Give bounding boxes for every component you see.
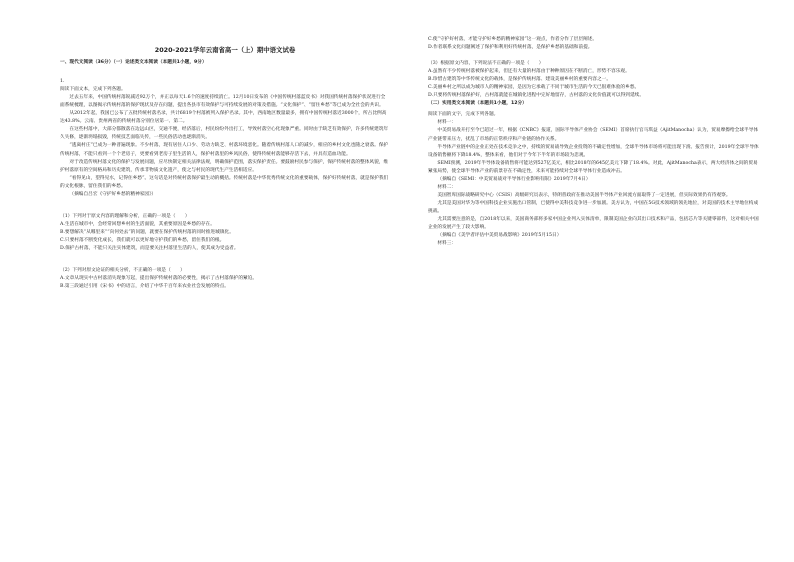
article-source: （摘编自吕宏《守护好乡愁的精神家园》）	[69, 191, 157, 197]
option-a: A.文章从现实中古村落消失现象写起，提出保护传统村落的必要性，揭示了古村落保护的紧迫。	[60, 276, 258, 282]
option-b: B.要想解决“从哪里来”“向何处去”的问题，就要在保护传统村落的同时推进城镇化。	[60, 229, 234, 235]
article-paragraph: “看得见山，望得见水，记得住乡愁”。这句话是对传统村落保护最生动的概括。传统村落是中华优秀传统文化的重要载体，保护好传统村落，就是保护我们的文化根脉，留住我们的乡愁。	[60, 175, 389, 189]
question-number: 1.	[60, 79, 65, 85]
material-paragraph: SEMI预测，2019年半导体设备销售将可能达到527亿美元，相比2018年的645亿美元下降了18.4%。对此，AjitManocha表示，两大经济体之间的贸易紧张局势，使全球半导体产业的前景存在不确定性，未来可能持续对全球半导体行业造成冲击。	[428, 160, 758, 174]
question-stem: （3）根据原文内容，下列说法不正确的一项是（ ）	[428, 61, 544, 67]
option-b: B.第三段通过引用《宋书》中的语言，介绍了中华千百年来农业社会发展的特点。	[60, 284, 229, 290]
article-paragraph: “逃离村庄”已成为一种普遍现象。不少村落，现有居住人口少、劳动力缺乏、村落环境恶化。随着传统村落人口的减少，相应的乡村文化也随之衰落。保护传统村落，不能只看到一个个老房子，更要看到老房子里生活的人，保护村落里的乡风民俗，使得传统村落能够存活下去，并具有造血功能。	[60, 143, 389, 157]
material-label: 材料一：	[437, 120, 457, 126]
option-b: B.珍惜古建筑等中华传统文化的载体，是保护传统村落、建设美丽乡村的重要内容之一。	[428, 77, 612, 83]
material-paragraph: 尤其需要注意的是，自2018年以来，美国商务部将多家中国企业列入实体清单，限制美国企业向其出口技术和产品，包括芯片等关键零部件，这对相关中国企业的发展产生了较大影响。	[428, 216, 759, 231]
material-label: 材料二：	[437, 184, 457, 190]
option-a: A.生活在城市中，会经常回想乡村的生活面貌，其重要原因是乡愁的存在。	[60, 221, 215, 227]
reading-instruction: 阅读下面文本，完成下列各题。	[60, 87, 126, 93]
option-c: C.使“守护好村落，才能守护好乡愁的精神家园”这一观点，作者分作了层层阐述。	[428, 37, 598, 42]
article-paragraph: 对于改造传统村落文化的保护与发展问题，应尽快制定相关法律法规，明确保护范围，落实保护责任。要鼓励村民参与保护，保护传统村落的整体风貌，维护村落原有的空间格局和历史建筑，传承非物质文化遗产，使之与村民的现代生产生活相适应。	[60, 159, 389, 173]
question-stem: （2）下列对原文论证的相关分析，不正确的一项是（ ）	[60, 268, 185, 274]
material-paragraph: 中美贸易战开打至今已超过一年，根据《CNBC》报道，国际半导体产业协会（SEMI）首席执行官马琪益（AjitManocha）认为，贸易摩擦给全球半导体产业链带来压力，扰乱了市场的正常秩序和产业链的协作关系。	[428, 128, 759, 142]
material-paragraph: 半导体产业链中的企业正处在技术竞争之中，持续的贸易战导致企业投资的不确定性增加，全球半导体市场将可能出现下滑。报告预计，2019年全球半导体设备销售额将下降18.4%，整体来看，他们对于今年下半年的市场较为悲观。	[428, 144, 759, 158]
option-c: C.只要村落不断变化成长，我们就可以更好地守护我们的乡愁，留住我们的根。	[60, 237, 225, 243]
material-source: （摘编自《美学者评估中美贸易战影响》2019年5月15日）	[437, 233, 562, 239]
article-paragraph: 过去五年来，中国传统村落锐减近92万个，并正以每天1.6个的速度持续消亡。12月10日发布的《中国传统村落蓝皮书》对我国传统村落保护状况进行全面系统梳理，以图揭示传统村落的保护现状及存在问题，提出各县市有效保护与可持续发展的对策及措施。“文化保护”、“留住乡愁”等已成为全社会的共识。	[60, 95, 386, 109]
article-paragraph: 从2012年起，我国已公布了五批传统村落名录，共计6819个村落被列入保护名录。其中，西南地区数量最多，拥有中国传统村落近3000个，所占比例高达43.8%。云南、贵州两省的传统村落分别位居第一、第二。	[60, 111, 387, 125]
option-d: D.作者联系文化问题阐述了保护和利用好传统村落，是保护乡愁的基础和前提。	[428, 45, 593, 51]
article-paragraph: 在这些村落中，大部分都散落在边远山区，交通不便，经济落后，村民纷纷外出打工，导致村落空心化现象严重。同时由于缺乏有效保护，许多传统建筑年久失修，逐渐坍塌损毁，传统技艺面临失传，一些民俗活动也逐渐消失。	[60, 127, 389, 141]
reading-instruction: 阅读下面的文字，完成下列各题。	[428, 112, 499, 118]
right-column	[428, 36, 762, 248]
material-label: 材料三：	[437, 241, 457, 247]
option-d: D.只要将传统村落保护好，古村落就能在城镇化进程中完好地留存，古村落的文化价值就可以得到延续。	[428, 93, 645, 99]
option-c: C.美丽乡村之所以成为城市人的精神家园，是因为它承载了不同于城市生活的今天已很难体验的乡愁。	[428, 85, 640, 91]
page-title: 2020-2021学年云南省高一（上）期中语文试卷	[154, 46, 296, 54]
material-paragraph: 美国智库国际战略研究中心（CSIS）高级研究员表示，特朗普政府在推动美国半导体产业回流方面取得了一定进展，但实际效果仍有待观察。	[437, 192, 731, 198]
question-stem: （1）下列对于原文内容的理解和分析，正确的一项是（ ）	[60, 213, 190, 219]
option-a: A.虽然有不少传统村落被保护起来，但还有大量的村落由于种种原因在不断消亡，形势不容乐观。	[428, 69, 630, 75]
material-paragraph: 尤其是美国对华为等中国科技企业实施出口管制，已使得中美科技竞争进一步加剧。美方认为，中国在5G技术领域的领先地位，对美国的技术主导地位构成挑战。	[428, 200, 759, 214]
option-d: D.保护古村落，不能只关注实体建筑，而是要关注村落里生活的人，使其成为受益者。	[60, 245, 239, 251]
material-source: （摘编自《SEMI：中美贸易战对半导体行业影响有限》2019年7月4日）	[437, 176, 591, 182]
left-column	[60, 34, 390, 291]
section-heading: 一、现代文阅读（36分）（一）论述类文本阅读（本题共1小题，9分）	[60, 60, 207, 66]
section-heading: （二）实用类文本阅读（本题共1小题，12分）	[428, 101, 527, 107]
